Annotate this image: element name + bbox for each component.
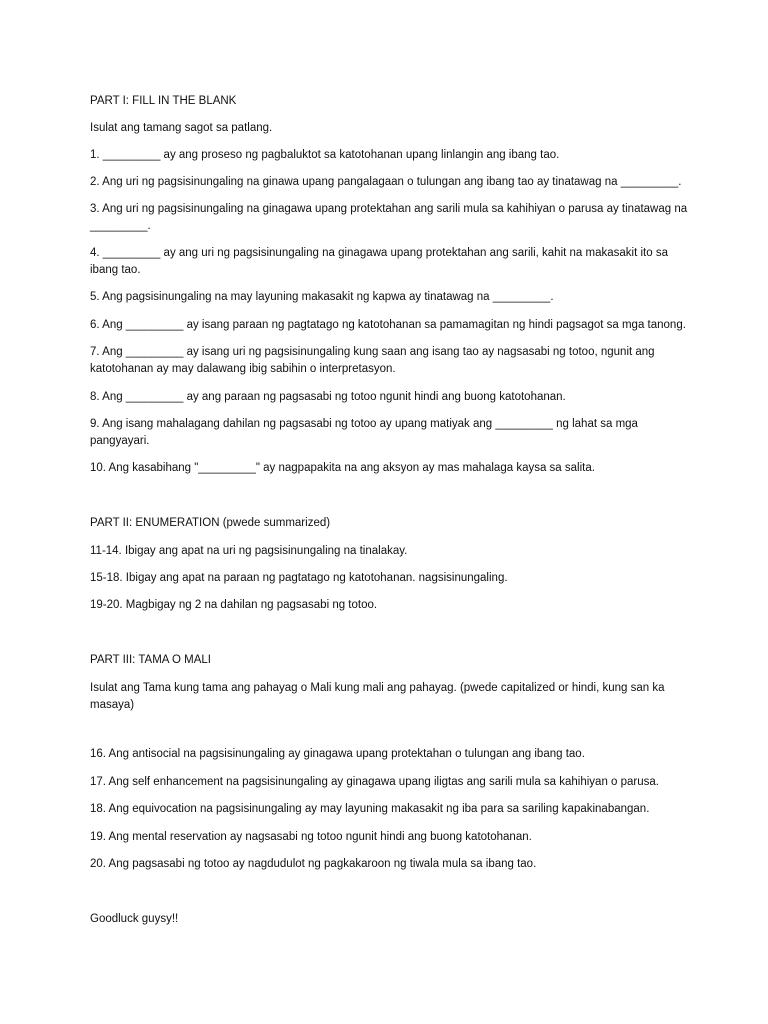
question-item: 18. Ang equivocation na pagsisinungaling ay may layuning makasakit ng iba para sa sariling kapakinabangan. bbox=[90, 803, 650, 815]
question-item: 6. Ang _________ ay isang paraan ng pagtatago ng katotohanan sa pamamagitan ng hindi pagsagot sa mga tanong. bbox=[90, 319, 686, 331]
question-item: 7. Ang _________ ay isang uri ng pagsisinungaling kung saan ang isang tao ay nagsasabi ng totoo, ngunit ang katotohanan ay may dalawang ibig sabihin o interpretasyon. bbox=[90, 346, 655, 375]
question-item: 9. Ang isang mahalagang dahilan ng pagsasabi ng totoo ay upang matiyak ang _________ ng lahat sa mga pangyayari. bbox=[90, 418, 638, 447]
closing-note: Goodluck guysy!! bbox=[90, 913, 179, 925]
part3-instruction: Isulat ang Tama kung tama ang pahayag o Mali kung mali ang pahayag. (pwede capitalized or hindi, kung san ka masaya) bbox=[90, 682, 665, 711]
question-item: 20. Ang pagsasabi ng totoo ay nagdudulot ng pagkakaroon ng tiwala mula sa ibang tao. bbox=[90, 858, 537, 870]
part1-heading: PART I: FILL IN THE BLANK bbox=[90, 95, 237, 107]
question-item: 15-18. Ibigay ang apat na paraan ng pagtatago ng katotohanan. nagsisinungaling. bbox=[90, 572, 508, 584]
question-item: 3. Ang uri ng pagsisinungaling na ginagawa upang protektahan ang sarili mula sa kahihiyan o parusa ay tinatawag na _________. bbox=[90, 203, 688, 232]
part1-instruction: Isulat ang tamang sagot sa patlang. bbox=[90, 122, 273, 134]
question-item: 5. Ang pagsisinungaling na may layuning makasakit ng kapwa ay tinatawag na _________. bbox=[90, 291, 554, 303]
question-item: 1. _________ ay ang proseso ng pagbaluktot sa katotohanan upang linlangin ang ibang tao. bbox=[90, 149, 560, 161]
part2-heading: PART II: ENUMERATION (pwede summarized) bbox=[90, 517, 331, 529]
question-item: 10. Ang kasabihang "_________" ay nagpapakita na ang aksyon ay mas mahalaga kaysa sa salita. bbox=[90, 462, 595, 474]
question-item: 19-20. Magbigay ng 2 na dahilan ng pagsasabi ng totoo. bbox=[90, 599, 378, 611]
question-item: 19. Ang mental reservation ay nagsasabi ng totoo ngunit hindi ang buong katotohanan. bbox=[90, 831, 532, 843]
part3-heading: PART III: TAMA O MALI bbox=[90, 654, 211, 666]
question-item: 11-14. Ibigay ang apat na uri ng pagsisinungaling na tinalakay. bbox=[90, 545, 408, 557]
question-item: 4. _________ ay ang uri ng pagsisinungaling na ginagawa upang protektahan ang sarili, kahit na makasakit ito sa ibang tao. bbox=[90, 247, 668, 276]
question-item: 17. Ang self enhancement na pagsisinungaling ay ginagawa upang iligtas ang sarili mula sa kahihiyan o parusa. bbox=[90, 776, 659, 788]
question-item: 8. Ang _________ ay ang paraan ng pagsasabi ng totoo ngunit hindi ang buong katotohanan. bbox=[90, 391, 566, 403]
question-item: 2. Ang uri ng pagsisinungaling na ginawa upang pangalagaan o tulungan ang ibang tao ay tinatawag na _________. bbox=[90, 176, 682, 188]
question-item: 16. Ang antisocial na pagsisinungaling ay ginagawa upang protektahan o tulungan ang ibang tao. bbox=[90, 748, 585, 760]
